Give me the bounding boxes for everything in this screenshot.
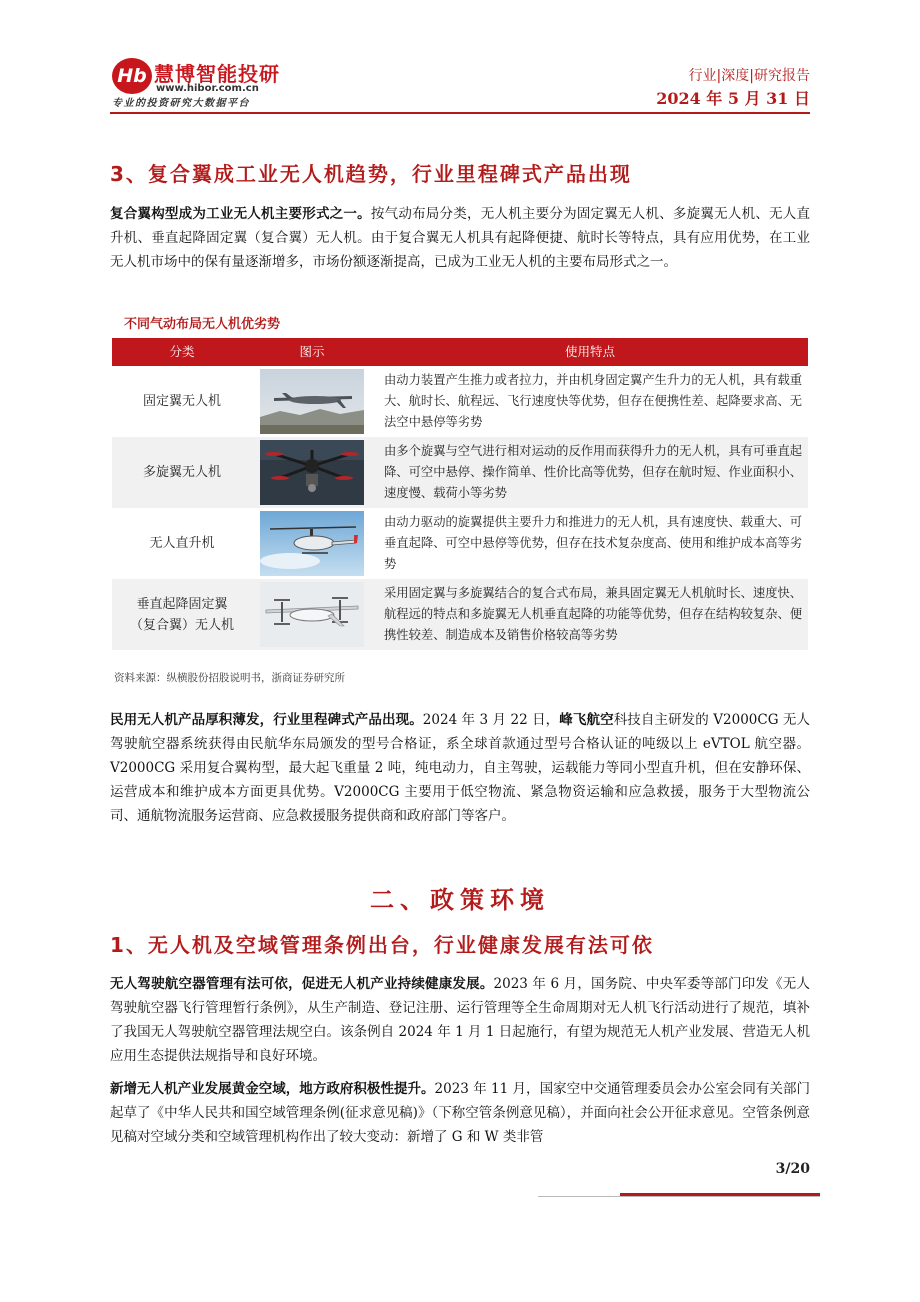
footer-accent-bar <box>620 1193 820 1196</box>
logo-name: 慧博智能投研 <box>154 62 280 86</box>
paragraph-lead: 无人驾驶航空器管理有法可依，促进无人机产业持续健康发展。 <box>110 976 494 992</box>
comparison-table <box>112 338 808 668</box>
logo-mark: Hb <box>112 58 152 94</box>
paragraph-lead: 复合翼构型成为工业无人机主要形式之一。 <box>110 206 371 222</box>
company-name: 峰飞航空 <box>559 712 614 728</box>
paragraph <box>110 1077 810 1149</box>
row-features: 由动力驱动的旋翼提供主要升力和推进力的无人机，具有速度快、载重大、可垂直起降、可空中悬停等优势，但存在技术复杂度高、使用和维护成本高等劣势 <box>384 515 803 571</box>
logo-tagline: 专业的投资研究大数据平台 <box>112 98 250 109</box>
page-number: 3/20 <box>775 1161 810 1177</box>
paragraph-lead: 新增无人机产业发展黄金空域，地方政府积极性提升。 <box>110 1081 435 1097</box>
vtol-composite-wing-drone-image <box>260 582 364 647</box>
section-title: 1、无人机及空域管理条例出台，行业健康发展有法可依 <box>110 933 654 957</box>
header-info <box>656 66 810 110</box>
table-header-category: 分类 <box>112 338 252 366</box>
report-type: 行业|深度|研究报告 <box>688 68 810 84</box>
table-row <box>112 508 808 579</box>
table-header-features: 使用特点 <box>372 338 808 366</box>
figure-source: 资料来源：纵横股份招股说明书，浙商证券研究所 <box>114 672 345 684</box>
row-category <box>112 579 252 650</box>
row-features: 由多个旋翼与空气进行相对运动的反作用而获得升力的无人机，具有可垂直起降、可空中悬停、操作简单、性价比高等优势，但存在航时短、作业面积小、速度慢、载荷小等劣势 <box>384 444 803 500</box>
row-features: 由动力装置产生推力或者拉力，并由机身固定翼产生升力的无人机，具有载重大、航时长、航程远、飞行速度快等优势，但存在便携性差、起降要求高、无法空中悬停等劣势 <box>384 373 803 429</box>
paragraph-lead: 民用无人机产品厚积薄发，行业里程碑式产品出现。 <box>110 712 423 728</box>
row-category: 固定翼无人机 <box>142 394 221 409</box>
figure-title: 不同气动布局无人机优劣势 <box>124 317 281 332</box>
logo-url: www.hibor.com.cn <box>156 83 259 94</box>
header-divider <box>110 112 810 114</box>
unmanned-helicopter-image <box>260 511 364 576</box>
report-date: 2024 年 5 月 31 日 <box>656 89 810 108</box>
footer-divider <box>538 1196 820 1197</box>
paragraph <box>110 202 810 274</box>
row-category-line: （复合翼）无人机 <box>129 617 234 633</box>
paragraph-body: 按气动布局分类，无人机主要分为固定翼无人机、多旋翼无人机、无人直升机、垂直起降固定翼（复合翼）无人机。由于复合翼无人机具有起降便捷、航时长等特点，具有应用优势，在工业无人机市场中的保有量逐渐增多，市场份额逐渐提高，已成为工业无人机的主要布局形式之一。 <box>110 206 811 270</box>
section-title: 3、复合翼成工业无人机趋势，行业里程碑式产品出现 <box>110 162 632 186</box>
table-row <box>112 579 808 650</box>
row-category: 无人直升机 <box>149 536 215 551</box>
paragraph-body: 2023 年 11 月，国家空中交通管理委员会办公室会同有关部门起草了《中华人民共和国空域管理条例(征求意见稿)》（下称空管条例意见稿），并面向社会公开征求意见。空管条例意见稿对空域分类和空域管理机构作出了较大变动：新增了 G 和 W 类非管 <box>110 1081 810 1145</box>
table-header-image: 图示 <box>252 338 372 366</box>
paragraph-body: 2024 年 3 月 22 日， <box>422 712 560 728</box>
paragraph-body: 科技自主研发的 V2000CG 无人驾驶航空器系统获得由民航华东局颁发的型号合格证，系全球首款通过型号合格认证的吨级以上 eVTOL 航空器。V2000CG 采用复合翼构型，最大起飞重量 2 吨，纯电动力，自主驾驶，运载能力等同小型直升机，但在安静环保、运营成本和维护成本方面更具优势。V2000CG 主要用于低空物流、紧急物资运输和应急救援，服务于大型物流公司、通航物流服务运营商、应急救援服务提供商和政府部门等客户。 <box>110 712 810 824</box>
fixed-wing-drone-image <box>260 369 364 434</box>
row-features: 采用固定翼与多旋翼结合的复合式布局，兼具固定翼无人机航时长、速度快、航程远的特点和多旋翼无人机垂直起降的功能等优势，但存在结构较复杂、便携性较差、制造成本及销售价格较高等劣势 <box>384 586 803 642</box>
paragraph-body: 2023 年 6 月，国务院、中央军委等部门印发《无人驾驶航空器飞行管理暂行条例》，从生产制造、登记注册、运行管理等全生命周期对无人机飞行活动进行了规范，填补了我国无人驾驶航空器管理法规空白。该条例自 2024 年 1 月 1 日起施行，有望为规范无人机产业发展、营造无人机应用生态提供法规指导和良好环境。 <box>110 976 810 1064</box>
table-row <box>112 366 808 437</box>
paragraph <box>110 972 810 1068</box>
row-category: 多旋翼无人机 <box>142 465 221 480</box>
chapter-title: 二、政策环境 <box>370 886 550 914</box>
table-row <box>112 437 808 508</box>
multirotor-drone-image <box>260 440 364 505</box>
hibor-logo <box>112 56 282 108</box>
paragraph <box>110 708 810 828</box>
row-category-line: 垂直起降固定翼 <box>136 596 228 612</box>
